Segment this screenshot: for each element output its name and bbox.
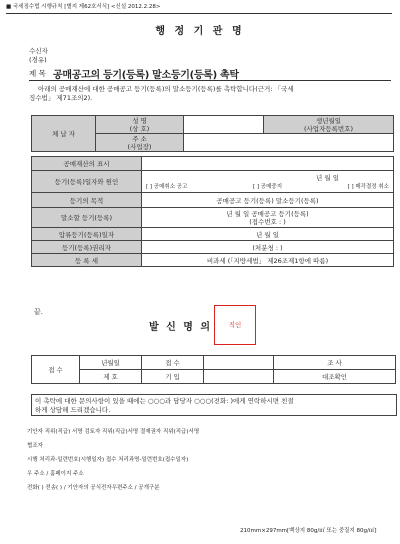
top-divider bbox=[6, 13, 392, 14]
purpose-label: 등기의 목적 bbox=[32, 193, 142, 208]
receipt-number: 제 호 bbox=[80, 370, 142, 384]
signoff-row-5: 전화( ) 전송( ) / 기안자의 공식전자우편주소 / 공개구분 bbox=[27, 485, 160, 491]
target-label: 말소할 등기(등록) bbox=[32, 208, 142, 228]
right-holder-label: 등기(등록)권리자 bbox=[32, 241, 142, 254]
birth-label: 생년월일 bbox=[315, 116, 342, 125]
recipient-sub-label: (경유) bbox=[29, 56, 47, 64]
address-sub-label: (사업장) bbox=[127, 142, 152, 151]
property-value[interactable] bbox=[142, 157, 394, 171]
subject-label: 제 목 bbox=[29, 69, 46, 78]
fee-label: 등 록 세 bbox=[32, 254, 142, 267]
signoff-row-2: 협조자 bbox=[27, 443, 43, 449]
official-seal-box bbox=[214, 305, 256, 345]
property-label: 공매재산의 표시 bbox=[32, 157, 142, 171]
subject-text: 공매공고의 등기(등록) 말소등기(등록) 촉탁 bbox=[53, 70, 239, 81]
signoff-row-1: 기안자 직위(직급) 서명 검토자 직위(직급)서명 결재권자 직위(직급)서명 bbox=[27, 429, 200, 435]
details-table bbox=[31, 156, 394, 267]
end-mark: 끝. bbox=[34, 308, 43, 316]
name-sub-label: (상 호) bbox=[129, 124, 150, 133]
seizure-date-value: 년 월 일 bbox=[142, 228, 394, 241]
purpose-value: 공매공고 등기(등록) 말소등기(등록) bbox=[142, 193, 394, 208]
fee-value: 비과세 (「지방세법」 제26조제1항에 따름) bbox=[142, 254, 394, 267]
birth-sub-label: (사업자등록번호) bbox=[303, 124, 354, 133]
signoff-row-3: 시행 처리과-일련번호(시행일자) 접수 처리과명-일련번호(접수일자) bbox=[27, 457, 189, 463]
reg-date-cause-value bbox=[142, 171, 394, 193]
birth-cell bbox=[264, 116, 394, 134]
sender-label: 발 신 명 의 bbox=[149, 322, 213, 333]
checkbox-auction-stop[interactable]: [ ] 공매중지 bbox=[252, 183, 283, 190]
receipt-doc-check: 대조확인 bbox=[274, 370, 396, 384]
target-value bbox=[142, 208, 394, 228]
reg-date-value: 년 월 일 bbox=[316, 173, 339, 182]
paper-spec-footer: 210mm×297mm[백상지 80g/㎡ 또는 중질지 80g/㎡] bbox=[240, 528, 377, 534]
seizure-date-label: 압류등기(등록)일자 bbox=[32, 228, 142, 241]
name-value[interactable] bbox=[184, 116, 264, 134]
target-value-line1: 년 월 일 공매공고 등기(등록) bbox=[226, 209, 309, 218]
subject-row bbox=[29, 66, 391, 81]
seal-label: 직인 bbox=[228, 321, 242, 329]
name-label: 성 명 bbox=[132, 116, 147, 125]
contact-line-2: 하게 상담해 드리겠습니다. bbox=[35, 406, 111, 414]
receipt-receive: 접 수 bbox=[142, 356, 204, 370]
receipt-table bbox=[31, 355, 396, 384]
name-cell bbox=[96, 116, 184, 134]
agency-title: 행 정 기 관 명 bbox=[155, 26, 245, 37]
reg-date-cause-label: 등기(등록)일자와 원인 bbox=[32, 171, 142, 193]
checkbox-auction-cancel[interactable]: [ ] 공매취소 공고 bbox=[146, 183, 188, 190]
address-cell bbox=[96, 134, 184, 152]
receipt-receive-value[interactable] bbox=[204, 356, 274, 370]
contact-line-1: 이 촉탁에 대한 문의사항이 있을 때에는 ○○○과 담당자 ○○○(전화: )에게 연락하시면 친절 bbox=[35, 397, 294, 405]
address-value[interactable] bbox=[184, 134, 394, 152]
body-line-2: 징수법」 제71조의2). bbox=[29, 94, 93, 102]
contact-box bbox=[31, 394, 397, 416]
receipt-label: 접 수 bbox=[32, 356, 80, 384]
receipt-date: 년월일 bbox=[80, 356, 142, 370]
receipt-entry-value[interactable] bbox=[204, 370, 274, 384]
recipient-label: 수신자 bbox=[29, 47, 48, 55]
address-label: 주 소 bbox=[132, 134, 147, 143]
body-line-1: 아래의 공매재산에 대한 공매공고 등기(등록)의 말소등기(등록)를 촉탁합니다(근거: 「국세 bbox=[38, 85, 294, 93]
receipt-entry: 기 입 bbox=[142, 370, 204, 384]
form-number-line: ■ 국세징수법 시행규칙 [별지 제62호서식] <신설 2012.2.28> bbox=[6, 4, 161, 10]
target-value-line2: (접수번호 : ) bbox=[249, 217, 286, 226]
taxpayer-table bbox=[31, 115, 394, 152]
right-holder-value: (처분청 : ) bbox=[142, 241, 394, 254]
taxpayer-label: 체 납 자 bbox=[32, 116, 96, 152]
signoff-row-4: 우 주소 / 홈페이지 주소 bbox=[27, 471, 84, 477]
checkbox-sale-cancel[interactable]: [ ] 매각결정 취소 bbox=[347, 183, 389, 190]
receipt-survey: 조 사 bbox=[274, 356, 396, 370]
